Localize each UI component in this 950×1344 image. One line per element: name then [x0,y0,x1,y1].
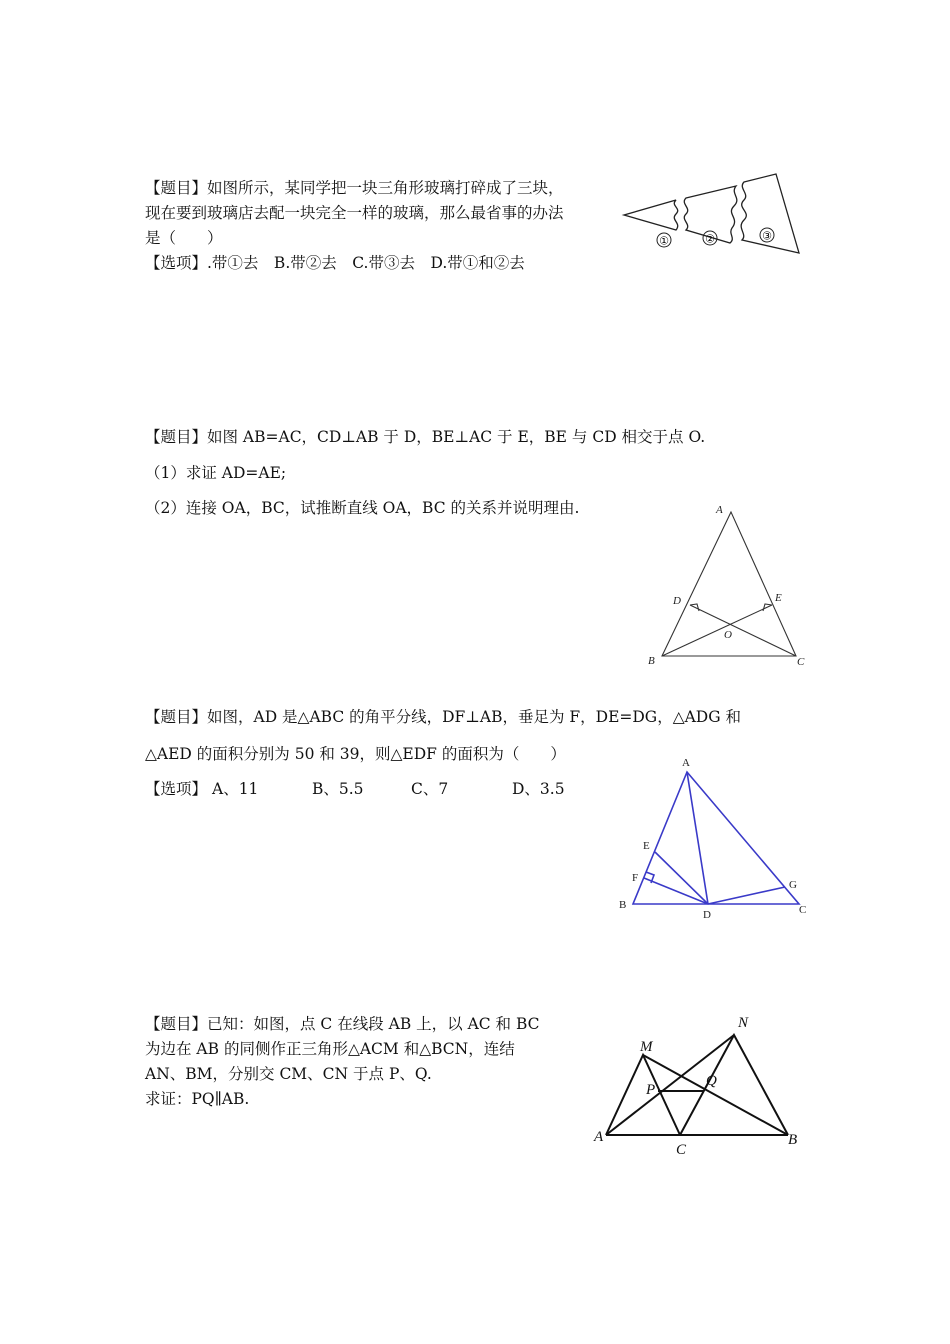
q3-options-label: 【选项】 [145,780,208,798]
label-F: F [632,872,639,884]
label-E: E [643,840,650,852]
label-B: B [648,655,655,667]
q1-line-2: 现在要到玻璃店去配一块完全一样的玻璃，那么最省事的办法 [145,204,564,222]
q3-option-b: B、5.5 [312,780,364,798]
label-C: C [799,904,807,916]
q2-line-1: 【题目】如图 AB=AC，CD⊥AB 于 D，BE⊥AC 于 E，BE 与 CD 相交于点 O. [145,428,706,446]
q1-line-1: 【题目】如图所示，某同学把一块三角形玻璃打碎成了三块， [145,179,564,197]
label-C: C [676,1142,687,1158]
label-C: C [797,656,805,668]
label-M: M [640,1039,653,1055]
q2-line-3: （2）连接 OA，BC，试推断直线 OA，BC 的关系并说明理由. [145,499,580,517]
label-A: A [682,757,690,769]
piece-2-label: ② [705,233,715,246]
label-D: D [673,595,681,607]
q1-line-3: 是（ ） [145,229,223,247]
broken-glass-figure [618,168,808,258]
label-P: P [646,1082,656,1098]
q1-options: 【选项】.带①去 B.带②去 C.带③去 D.带①和②去 [145,254,525,272]
q4-line-2: 为边在 AB 的同侧作正三角形△ACM 和△BCN，连结 [145,1040,515,1058]
label-Q: Q [706,1073,717,1089]
q3-line-2: △AED 的面积分别为 50 和 39，则△EDF 的面积为（ ） [145,745,566,763]
isosceles-triangle-figure [640,498,810,676]
piece-1-label: ① [659,235,669,248]
q3-option-d: D、3.5 [512,780,565,798]
label-O: O [724,629,732,641]
label-D: D [703,909,711,921]
label-G: G [789,879,797,891]
label-A: A [716,504,723,516]
piece-3-label: ③ [762,230,772,243]
angle-bisector-figure [615,752,815,924]
q4-line-3: AN、BM，分别交 CM、CN 于点 P、Q. [145,1065,432,1083]
label-B: B [619,899,627,911]
q3-option-c: C、7 [411,780,449,798]
label-A: A [594,1129,604,1145]
q3-line-1: 【题目】如图，AD 是△ABC 的角平分线，DF⊥AB，垂足为 F，DE=DG，△ADG 和 [145,708,742,726]
equilateral-triangles-figure [588,1005,810,1165]
label-N: N [738,1015,749,1031]
q4-line-4: 求证：PQ∥AB. [145,1090,250,1108]
label-E: E [775,592,782,604]
q2-line-2: （1）求证 AD=AE; [145,464,287,482]
q4-line-1: 【题目】已知：如图，点 C 在线段 AB 上，以 AC 和 BC [145,1015,540,1033]
label-B: B [788,1132,798,1148]
q3-option-a: A、11 [212,780,259,798]
